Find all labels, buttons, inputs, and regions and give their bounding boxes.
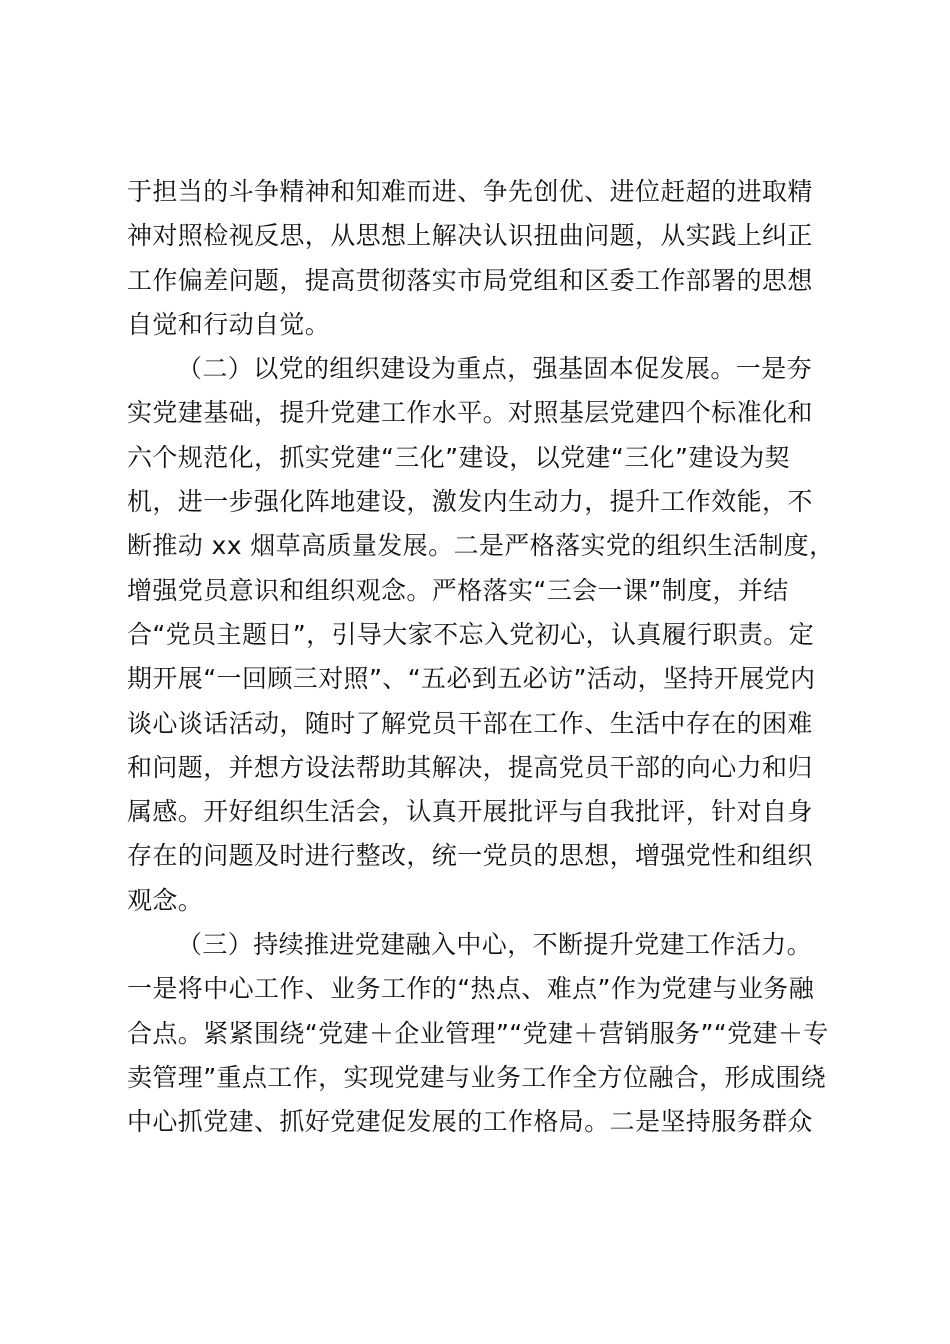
text-line: 六个规范化，抓实党建“三化”建设，以党建“三化”建设为契 bbox=[127, 442, 791, 472]
text-line: 和问题，并想方设法帮助其解决，提高党员干部的向心力和归 bbox=[127, 752, 813, 782]
text-line: 合点。紧紧围绕“党建＋企业管理”“党建＋营销服务”“党建＋专 bbox=[127, 1018, 829, 1048]
text-line: 谈心谈话活动，随时了解党员干部在工作、生活中存在的困难 bbox=[127, 708, 813, 738]
text-line: 属感。开好组织生活会，认真开展批评与自我批评，针对自身 bbox=[127, 797, 813, 827]
section-heading-line: （二）以党的组织建设为重点，强基固本促发展。一是夯 bbox=[177, 354, 813, 384]
text-line: 观念。 bbox=[127, 885, 204, 915]
text-line: 合“党员主题日”，引导大家不忘入党初心，认真履行职责。定 bbox=[127, 619, 815, 649]
body-text bbox=[127, 170, 835, 1145]
text-line: 工作偏差问题，提高贯彻落实市局党组和区委工作部署的思想 bbox=[127, 265, 813, 295]
text-line: 增强党员意识和组织观念。严格落实“三会一课”制度，并结 bbox=[127, 575, 789, 605]
section-heading-line: （三）持续推进党建融入中心，不断提升党建工作活力。 bbox=[177, 930, 813, 960]
text-line: 于担当的斗争精神和知难而进、争先创优、进位赶超的进取精 bbox=[127, 177, 813, 206]
text-line: 中心抓党建、抓好党建促发展的工作格局。二是坚持服务群众 bbox=[127, 1107, 813, 1137]
text-line: 存在的问题及时进行整改，统一党员的思想，增强党性和组织 bbox=[127, 841, 813, 871]
text-line: 一是将中心工作、业务工作的“热点、难点”作为党建与业务融 bbox=[127, 974, 815, 1004]
text-line: 卖管理”重点工作，实现党建与业务工作全方位融合，形成围绕 bbox=[127, 1062, 827, 1092]
text-line: 断推动 xx 烟草高质量发展。二是严格落实党的组织生活制度， bbox=[127, 531, 835, 561]
text-line: 机，进一步强化阵地建设，激发内生动力，提升工作效能，不 bbox=[127, 487, 813, 517]
text-line: 实党建基础，提升党建工作水平。对照基层党建四个标准化和 bbox=[127, 398, 813, 428]
text-line: 神对照检视反思，从思想上解决认识扭曲问题，从实践上纠正 bbox=[127, 221, 813, 251]
text-line: 自觉和行动自觉。 bbox=[127, 309, 331, 339]
text-line: 期开展“一回顾三对照”、“五必到五必访”活动，坚持开展党内 bbox=[127, 664, 816, 694]
